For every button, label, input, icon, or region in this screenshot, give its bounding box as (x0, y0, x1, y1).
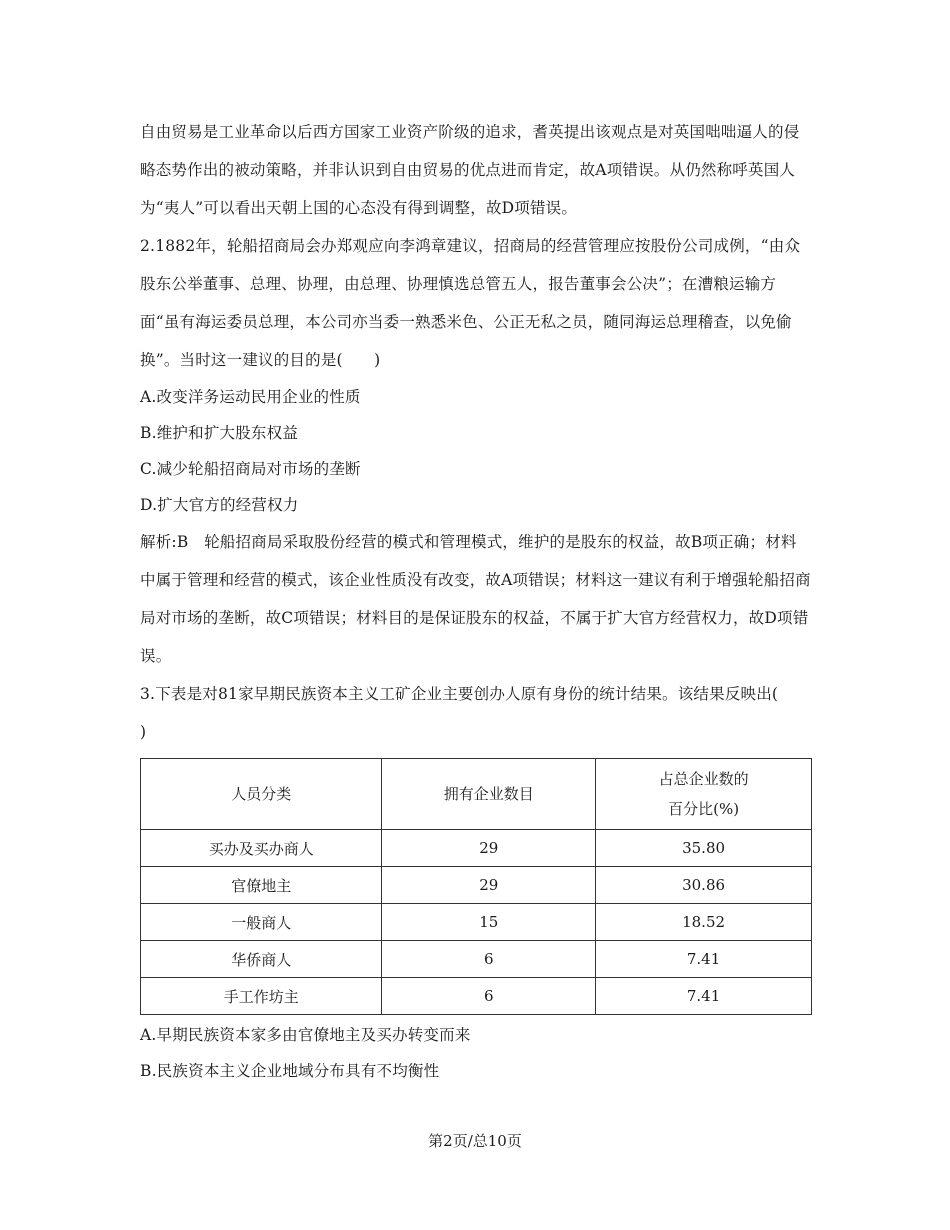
question-2-option-a: A.改变洋务运动民用企业的性质 (140, 388, 361, 406)
question-2-stem: 2.1882年，轮船招商局会办郑观应向李鸿章建议，招商局的经营管理应按股份公司成例，“由众股东公举董事、总理、协理，由总理、协理慎选总管五人，报告董事会公决”；在漕粮运输方面“虽有海运委员总理，本公司亦当委一熟悉米色、公正无私之员，随同海运总理稽查，以免偷换”。当时这一建议的目的是( ) (140, 237, 801, 369)
cell-count: 6 (382, 941, 596, 978)
question-2-option-b: B.维护和扩大股东权益 (140, 424, 299, 442)
cell-category: 手工作坊主 (141, 978, 382, 1015)
table-header-row (141, 759, 812, 830)
header-count: 拥有企业数目 (382, 759, 596, 830)
table-row (141, 867, 812, 904)
statistics-table (140, 758, 812, 1015)
cell-category: 一般商人 (141, 904, 382, 941)
header-percent-line2: 百分比(%) (668, 800, 740, 818)
cell-count: 6 (382, 978, 596, 1015)
cell-percent: 7.41 (596, 941, 812, 978)
cell-count: 15 (382, 904, 596, 941)
cell-category: 买办及买办商人 (141, 830, 382, 867)
table-row (141, 830, 812, 867)
cell-percent: 7.41 (596, 978, 812, 1015)
question-2-analysis: 解析:B 轮船招商局采取股份经营的模式和管理模式，维护的是股东的权益，故B项正确；材料中属于管理和经营的模式，该企业性质没有改变，故A项错误；材料这一建议有利于增强轮船招商局对市场的垄断，故C项错误；材料目的是保证股东的权益，不属于扩大官方经营权力，故D项错误。 (140, 533, 811, 665)
question-3-options (140, 1017, 812, 1089)
page-footer: 第2页/总10页 (428, 1132, 522, 1150)
question-3-option-a: A.早期民族资本家多由官僚地主及买办转变而来 (140, 1026, 471, 1044)
question-3-stem: 3.下表是对81家早期民族资本主义工矿企业主要创办人原有身份的统计结果。该结果反映出( ) (140, 685, 810, 741)
cell-count: 29 (382, 830, 596, 867)
cell-category: 华侨商人 (141, 941, 382, 978)
answer-paragraph-q1: 自由贸易是工业革命以后西方国家工业资产阶级的追求，耆英提出该观点是对英国咄咄逼人的侵略态势作出的被动策略，并非认识到自由贸易的优点进而肯定，故A项错误。从仍然称呼英国人为“夷人”可以看出天朝上国的心态没有得到调整，故D项错误。 (140, 123, 800, 217)
table-row (141, 978, 812, 1015)
question-2-option-d: D.扩大官方的经营权力 (140, 496, 299, 514)
cell-percent: 35.80 (596, 830, 812, 867)
table-row (141, 941, 812, 978)
question-2-option-c: C.减少轮船招商局对市场的垄断 (140, 460, 361, 478)
question-3-option-b: B.民族资本主义企业地域分布具有不均衡性 (140, 1062, 440, 1080)
document-body (140, 113, 812, 1089)
cell-category: 官僚地主 (141, 867, 382, 904)
cell-count: 29 (382, 867, 596, 904)
header-percent-line1: 占总企业数的 (658, 770, 749, 788)
header-category: 人员分类 (141, 759, 382, 830)
cell-percent: 30.86 (596, 867, 812, 904)
table-row (141, 904, 812, 941)
cell-percent: 18.52 (596, 904, 812, 941)
header-percent (596, 759, 812, 830)
